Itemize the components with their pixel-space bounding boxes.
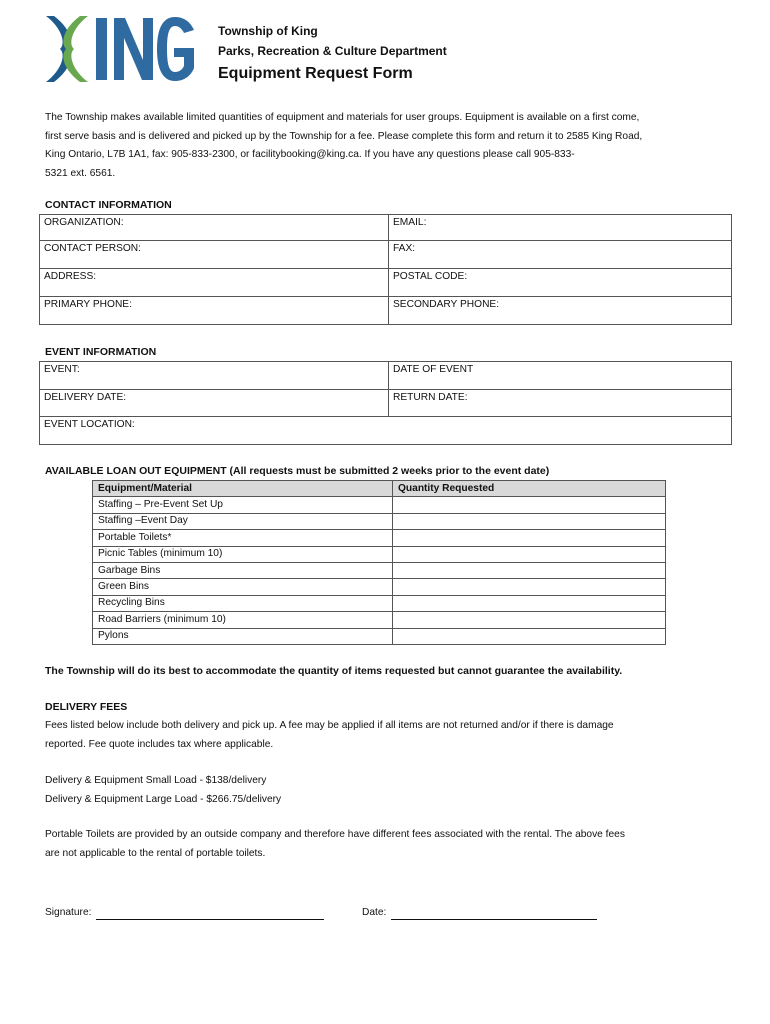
return-date-field[interactable]: RETURN DATE: (389, 390, 732, 417)
quantity-input[interactable] (393, 612, 666, 628)
table-row (93, 628, 666, 644)
intro-line: first serve basis and is delivered and picked up by the Township for a fee. Please complete this form and return it to 2585 King Road, (45, 130, 643, 142)
intro-line: 5321 ext. 6561. (45, 167, 116, 179)
contact-person-field[interactable]: CONTACT PERSON: (40, 241, 389, 269)
event-field[interactable]: EVENT: (40, 362, 389, 390)
logo-g (157, 17, 194, 81)
column-header-material: Equipment/Material (93, 481, 393, 497)
contact-table (39, 214, 732, 325)
equipment-item: Green Bins (93, 579, 393, 595)
equipment-heading: AVAILABLE LOAN OUT EQUIPMENT (All requests must be submitted 2 weeks prior to the event date) (45, 465, 550, 477)
signature-label: Signature: (45, 907, 92, 918)
table-row (93, 612, 666, 628)
date-line[interactable] (391, 907, 597, 920)
large-load-rate: Delivery & Equipment Large Load - $266.75/delivery (45, 793, 282, 805)
quantity-input[interactable] (393, 513, 666, 529)
equipment-item: Picnic Tables (minimum 10) (93, 546, 393, 562)
table-row (93, 513, 666, 529)
intro-line: The Township makes available limited quantities of equipment and materials for user groups. Equipment is available on a first come, (45, 112, 640, 123)
delivery-date-field[interactable]: DELIVERY DATE: (40, 390, 389, 417)
table-row (93, 497, 666, 513)
header-department: Parks, Recreation & Culture Department (218, 44, 447, 58)
table-row (93, 562, 666, 578)
event-table (39, 361, 732, 445)
date-of-event-field[interactable]: DATE OF EVENT (389, 362, 732, 390)
equipment-table (92, 480, 666, 645)
secondary-phone-field[interactable]: SECONDARY PHONE: (389, 297, 732, 325)
delivery-desc-line: reported. Fee quote includes tax where applicable. (45, 738, 274, 750)
table-row (93, 546, 666, 562)
quantity-input[interactable] (393, 595, 666, 611)
column-header-quantity: Quantity Requested (393, 481, 666, 497)
email-field[interactable]: EMAIL: (389, 215, 732, 241)
king-logo (44, 14, 196, 84)
intro-line: King Ontario, L7B 1A1, fax: 905-833-2300, or facilitybooking@king.ca. If you have any questions please call 905-833- (45, 149, 575, 160)
small-load-rate: Delivery & Equipment Small Load - $138/delivery (45, 775, 267, 786)
delivery-description (45, 717, 735, 754)
quantity-input[interactable] (393, 562, 666, 578)
equipment-item: Garbage Bins (93, 562, 393, 578)
toilets-note-line: are not applicable to the rental of portable toilets. (45, 847, 266, 859)
quantity-input[interactable] (393, 530, 666, 546)
primary-phone-field[interactable]: PRIMARY PHONE: (40, 297, 389, 325)
header-org: Township of King (218, 24, 318, 38)
quantity-input[interactable] (393, 628, 666, 644)
event-location-field[interactable]: EVENT LOCATION: (40, 417, 732, 445)
equipment-item: Recycling Bins (93, 595, 393, 611)
portable-toilets-note (45, 826, 735, 863)
quantity-input[interactable] (393, 546, 666, 562)
signature-line[interactable] (96, 907, 324, 920)
equipment-item: Road Barriers (minimum 10) (93, 612, 393, 628)
event-heading: EVENT INFORMATION (45, 346, 157, 358)
equipment-item: Portable Toilets* (93, 530, 393, 546)
delivery-rates (45, 772, 735, 809)
delivery-desc-line: Fees listed below include both delivery and pick up. A fee may be applied if all items are not returned and/or if there is damage (45, 720, 614, 731)
address-field[interactable]: ADDRESS: (40, 269, 389, 297)
organization-field[interactable]: ORGANIZATION: (40, 215, 389, 241)
postal-code-field[interactable]: POSTAL CODE: (389, 269, 732, 297)
date-label: Date: (362, 907, 387, 918)
signature-block (45, 902, 324, 920)
fax-field[interactable]: FAX: (389, 241, 732, 269)
delivery-heading: DELIVERY FEES (45, 701, 128, 713)
logo-i (96, 18, 107, 80)
availability-note: The Township will do its best to accommodate the quantity of items requested but cannot guarantee the availability. (45, 665, 623, 677)
intro-paragraph (45, 109, 735, 183)
logo-n (114, 18, 153, 80)
equipment-item: Staffing – Pre-Event Set Up (93, 497, 393, 513)
equipment-item: Pylons (93, 628, 393, 644)
toilets-note-line: Portable Toilets are provided by an outside company and therefore have different fees associated with the rental. The above fees (45, 829, 625, 840)
table-row (93, 595, 666, 611)
quantity-input[interactable] (393, 497, 666, 513)
page-title: Equipment Request Form (218, 65, 413, 82)
logo-x-right (63, 16, 88, 82)
table-row (93, 530, 666, 546)
quantity-input[interactable] (393, 579, 666, 595)
contact-heading: CONTACT INFORMATION (45, 199, 172, 211)
date-block (362, 902, 597, 920)
table-row (93, 579, 666, 595)
equipment-item: Staffing –Event Day (93, 513, 393, 529)
